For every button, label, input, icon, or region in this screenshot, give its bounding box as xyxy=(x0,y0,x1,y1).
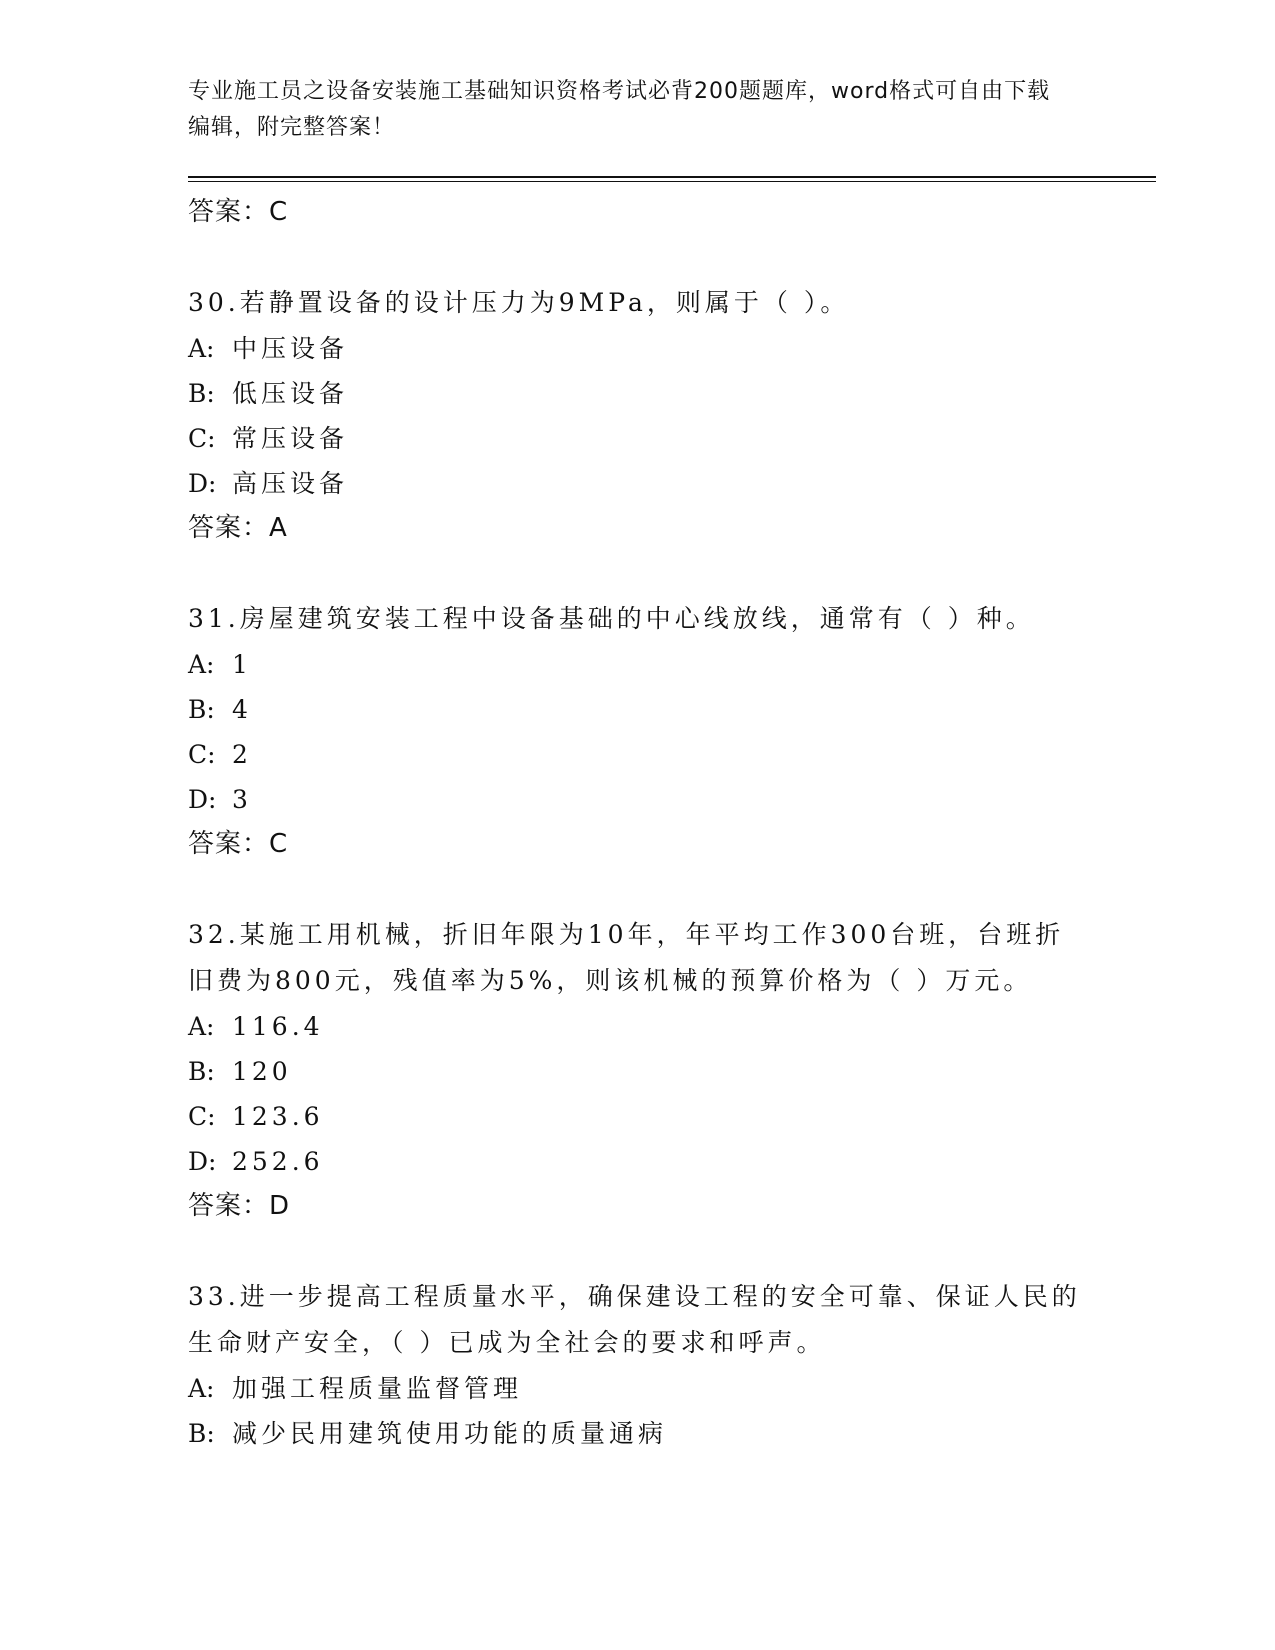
question-stem: 32.某施工用机械，折旧年限为10年，年平均工作300台班，台班折旧费为800元，残值率为5%，则该机械的预算价格为（ ）万元。 xyxy=(188,920,1065,995)
document-header-title: 专业施工员之设备安装施工基础知识资格考试必背200题题库，word格式可自由下载编辑，附完整答案！ xyxy=(188,79,1051,140)
option-text: 2 xyxy=(232,740,252,769)
option-key: D: xyxy=(188,1147,217,1176)
option-text: 中压设备 xyxy=(232,334,349,363)
option-text: 252.6 xyxy=(232,1147,324,1176)
option-a xyxy=(188,642,1088,687)
option-key: A: xyxy=(188,1374,215,1403)
option-text: 高压设备 xyxy=(232,469,349,498)
option-key: A: xyxy=(188,334,215,363)
option-text: 3 xyxy=(232,785,252,814)
option-c xyxy=(188,1094,1088,1139)
option-d xyxy=(188,1139,1088,1184)
option-key: B: xyxy=(188,1057,215,1086)
option-text: 123.6 xyxy=(232,1102,324,1131)
option-key: B: xyxy=(188,1419,215,1448)
option-c xyxy=(188,416,1088,461)
option-key: C: xyxy=(188,424,216,453)
option-key: D: xyxy=(188,785,217,814)
option-text: 1 xyxy=(232,650,252,679)
option-key: B: xyxy=(188,695,215,724)
option-key: C: xyxy=(188,740,216,769)
option-text: 120 xyxy=(232,1057,292,1086)
option-b xyxy=(188,1049,1088,1094)
option-d xyxy=(188,461,1088,506)
option-key: C: xyxy=(188,1102,216,1131)
option-key: A: xyxy=(188,650,215,679)
option-c xyxy=(188,732,1088,777)
answer-line: 答案：D xyxy=(188,1191,291,1221)
question-list xyxy=(188,190,1088,1456)
option-b xyxy=(188,1411,1088,1456)
answer-line: 答案：C xyxy=(188,197,289,227)
option-text: 减少民用建筑使用功能的质量通病 xyxy=(232,1419,668,1448)
question-stem: 33.进一步提高工程质量水平，确保建设工程的安全可靠、保证人民的生命财产安全，（ ）已成为全社会的要求和呼声。 xyxy=(188,1282,1081,1357)
question-stem: 30.若静置设备的设计压力为9MPa，则属于（ ）。 xyxy=(188,288,850,317)
answer-line: 答案：A xyxy=(188,513,288,543)
option-a xyxy=(188,1366,1088,1411)
option-a xyxy=(188,326,1088,371)
option-b xyxy=(188,687,1088,732)
option-text: 116.4 xyxy=(232,1012,324,1041)
question-item xyxy=(188,596,1088,866)
question-stem: 31.房屋建筑安装工程中设备基础的中心线放线，通常有（ ）种。 xyxy=(188,604,1035,633)
header-divider-thin xyxy=(188,181,1156,182)
header-divider-thick xyxy=(188,176,1156,178)
option-text: 加强工程质量监督管理 xyxy=(232,1374,523,1403)
question-item xyxy=(188,912,1088,1228)
question-item xyxy=(188,280,1088,550)
option-text: 低压设备 xyxy=(232,379,349,408)
option-d xyxy=(188,777,1088,822)
option-b xyxy=(188,371,1088,416)
option-a xyxy=(188,1004,1088,1049)
option-key: A: xyxy=(188,1012,215,1041)
option-key: B: xyxy=(188,379,215,408)
option-text: 常压设备 xyxy=(232,424,349,453)
option-text: 4 xyxy=(232,695,252,724)
answer-line: 答案：C xyxy=(188,829,289,859)
question-item xyxy=(188,1274,1088,1456)
option-key: D: xyxy=(188,469,217,498)
